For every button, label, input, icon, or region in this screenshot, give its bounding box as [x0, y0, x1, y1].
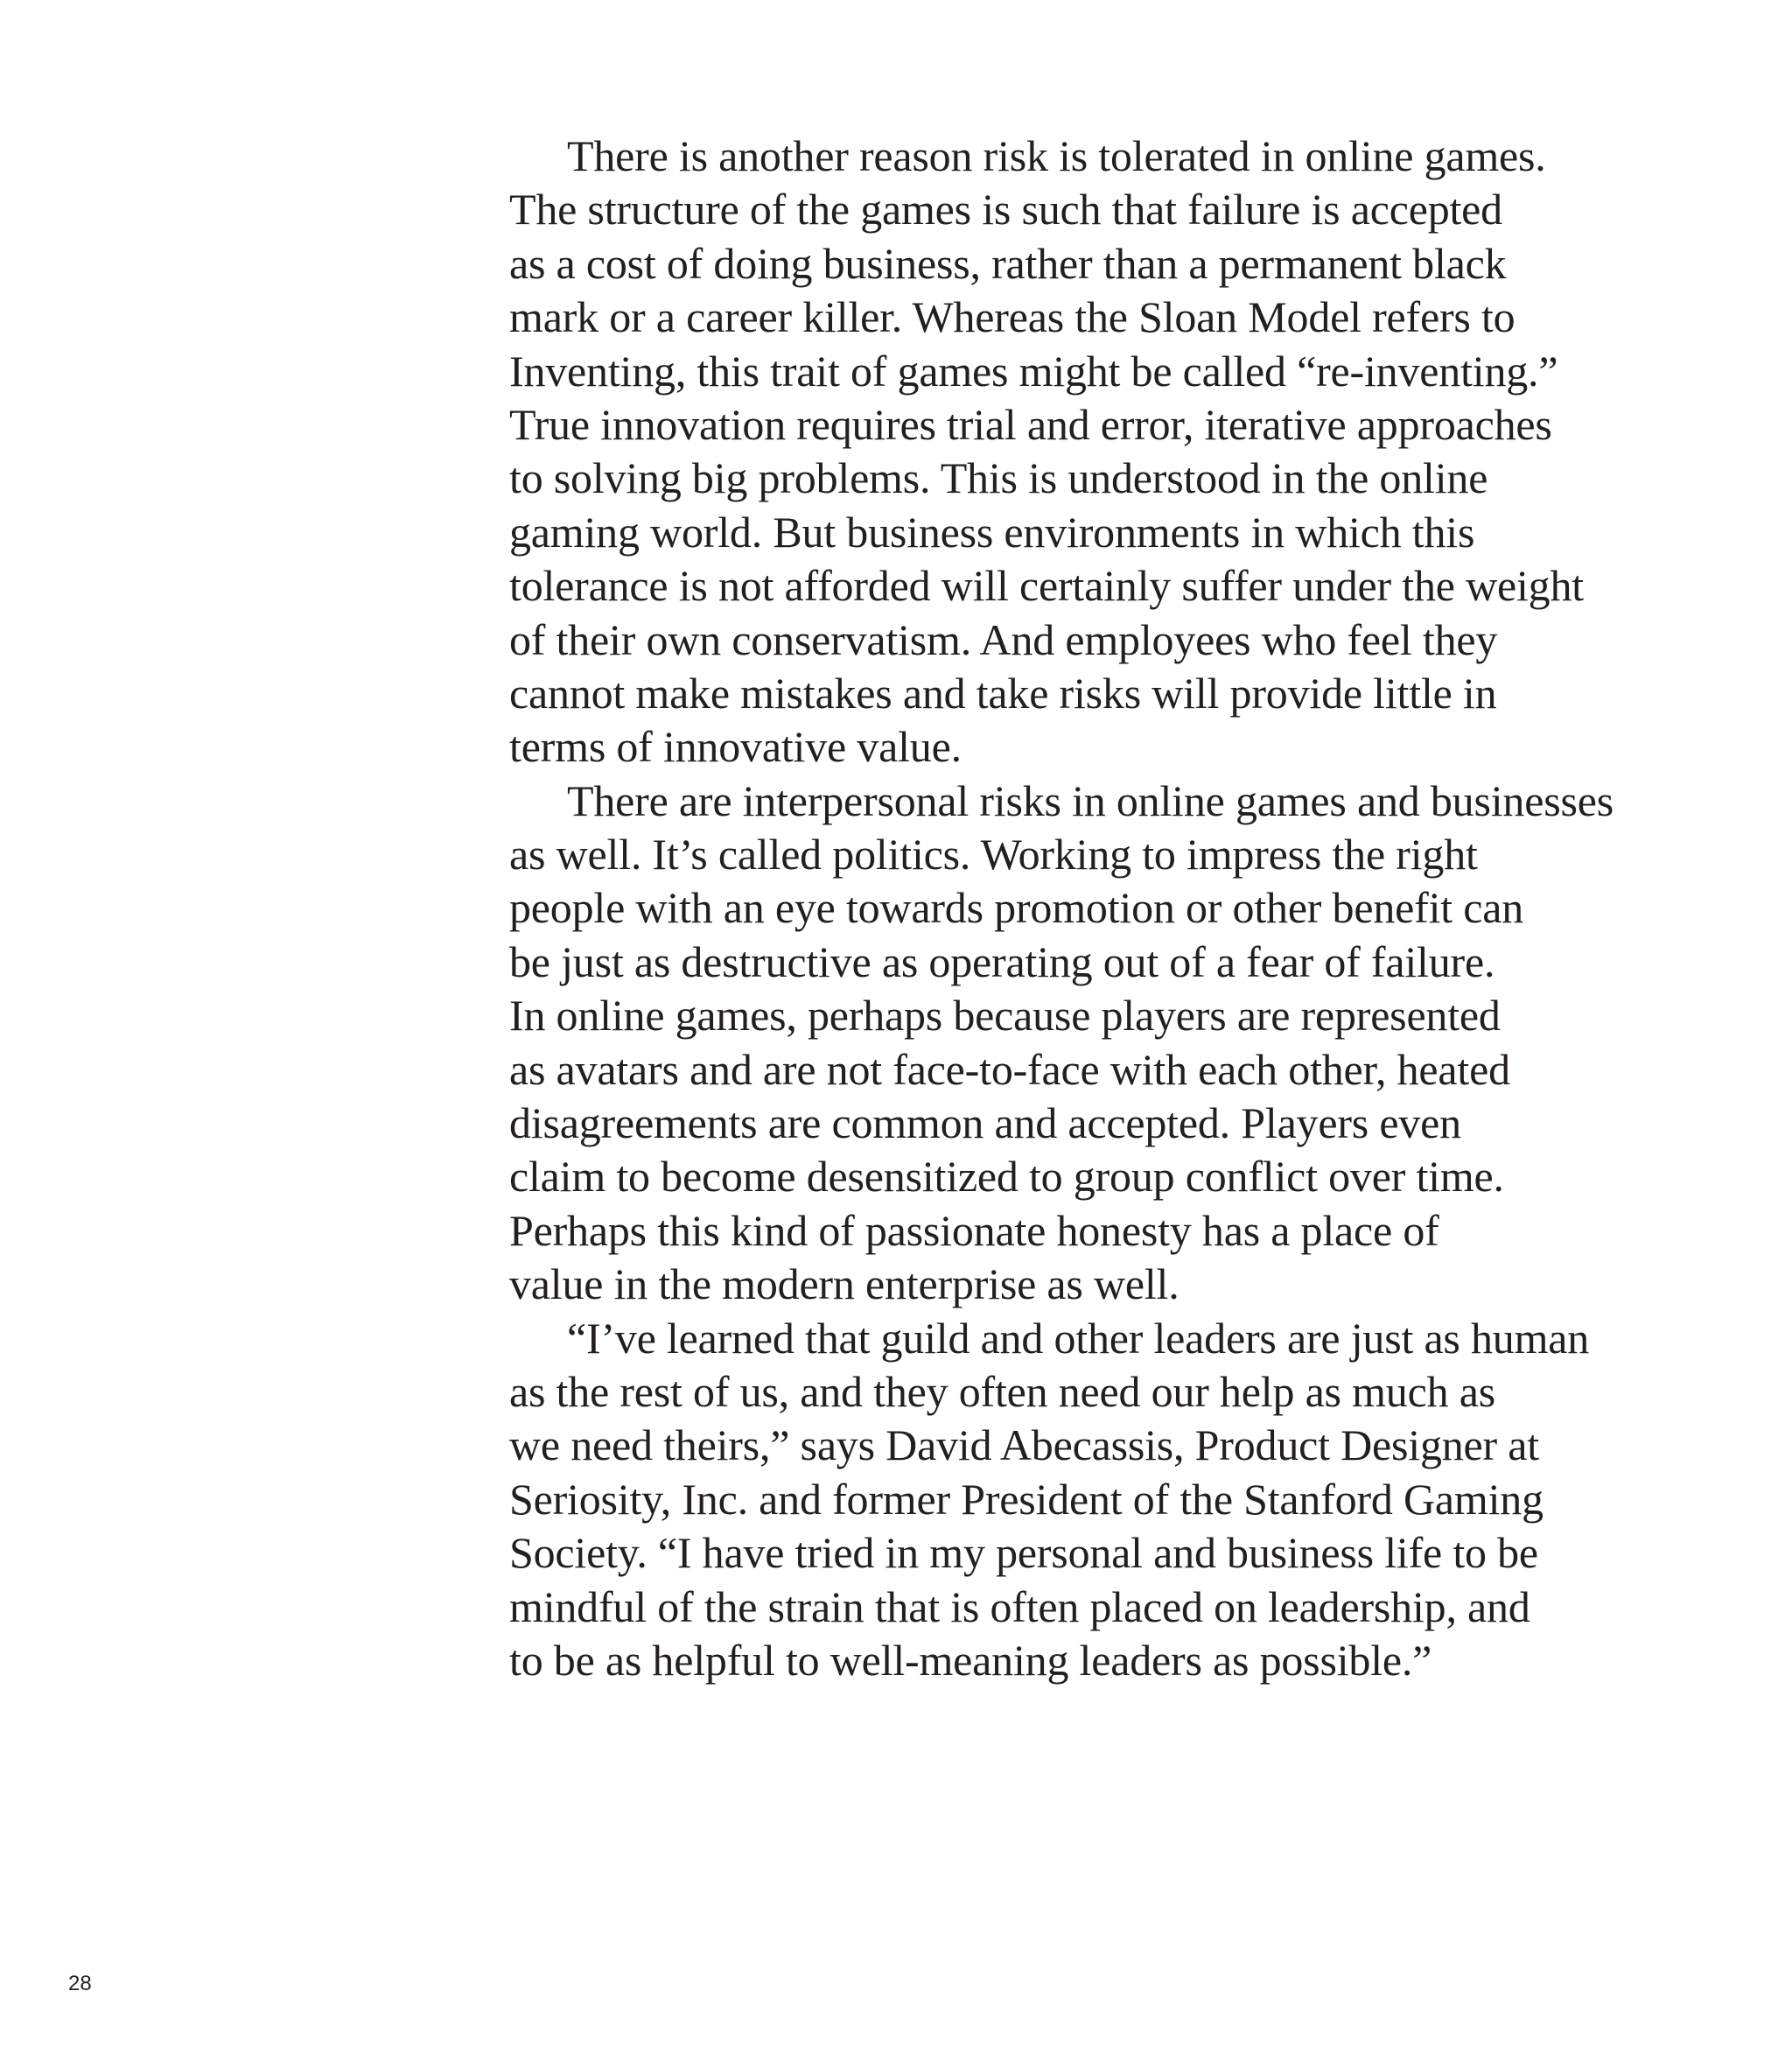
paragraph-quote-abecassis — [509, 1312, 1594, 1688]
text-line: be just as destructive as operating out of a fear of failure. — [509, 936, 1495, 986]
text-line: The structure of the games is such that failure is accepted — [509, 185, 1502, 235]
text-line: value in the modern enterprise as well. — [509, 1259, 1180, 1309]
text-line: disagreements are common and accepted. Players even — [509, 1098, 1461, 1148]
text-line: gaming world. But business environments in which this — [509, 507, 1475, 557]
paragraph-interpersonal-risks — [509, 775, 1614, 1312]
text-line: There is another reason risk is tolerated in online games. — [567, 131, 1546, 180]
page-number: 28 — [68, 1972, 92, 1995]
text-line: as a cost of doing business, rather than a permanent black — [509, 238, 1507, 288]
text-line: of their own conservatism. And employees who feel they — [509, 614, 1498, 664]
text-line: as well. It’s called politics. Working to impress the right — [509, 830, 1478, 880]
text-line: Inventing, this trait of games might be called “re-inventing.” — [509, 346, 1558, 396]
paragraph-risk-tolerance — [509, 130, 1594, 775]
text-line: as the rest of us, and they often need our help as much as — [509, 1366, 1495, 1416]
text-line: tolerance is not afforded will certainly suffer under the weight — [509, 561, 1584, 611]
body-text — [509, 130, 1614, 1687]
text-line: as avatars and are not face-to-face with each other, heated — [509, 1044, 1510, 1094]
text-line: Society. “I have tried in my personal and business life to be — [509, 1528, 1538, 1578]
text-line: “I’ve learned that guild and other leaders are just as human — [567, 1313, 1590, 1363]
text-line: claim to become desensitized to group conflict over time. — [509, 1152, 1504, 1202]
text-line: Perhaps this kind of passionate honesty has a place of — [509, 1205, 1439, 1255]
text-line: we need theirs,” says David Abecassis, Product Designer at — [509, 1420, 1539, 1470]
text-line: There are interpersonal risks in online games and businesses — [567, 775, 1614, 825]
text-line: to solving big problems. This is understood in the online — [509, 453, 1488, 503]
text-line: Seriosity, Inc. and former President of the Stanford Gaming — [509, 1474, 1544, 1524]
text-line: cannot make mistakes and take risks will provide little in — [509, 668, 1497, 718]
text-line: terms of innovative value. — [509, 722, 962, 772]
text-line: to be as helpful to well-meaning leaders as possible.” — [509, 1635, 1432, 1685]
text-line: mark or a career killer. Whereas the Sloan Model refers to — [509, 292, 1516, 342]
text-line: mindful of the strain that is often placed on leadership, and — [509, 1581, 1530, 1631]
text-line: In online games, perhaps because players are represented — [509, 991, 1501, 1041]
text-line: people with an eye towards promotion or other benefit can — [509, 883, 1524, 933]
text-line: True innovation requires trial and error, iterative approaches — [509, 399, 1552, 449]
